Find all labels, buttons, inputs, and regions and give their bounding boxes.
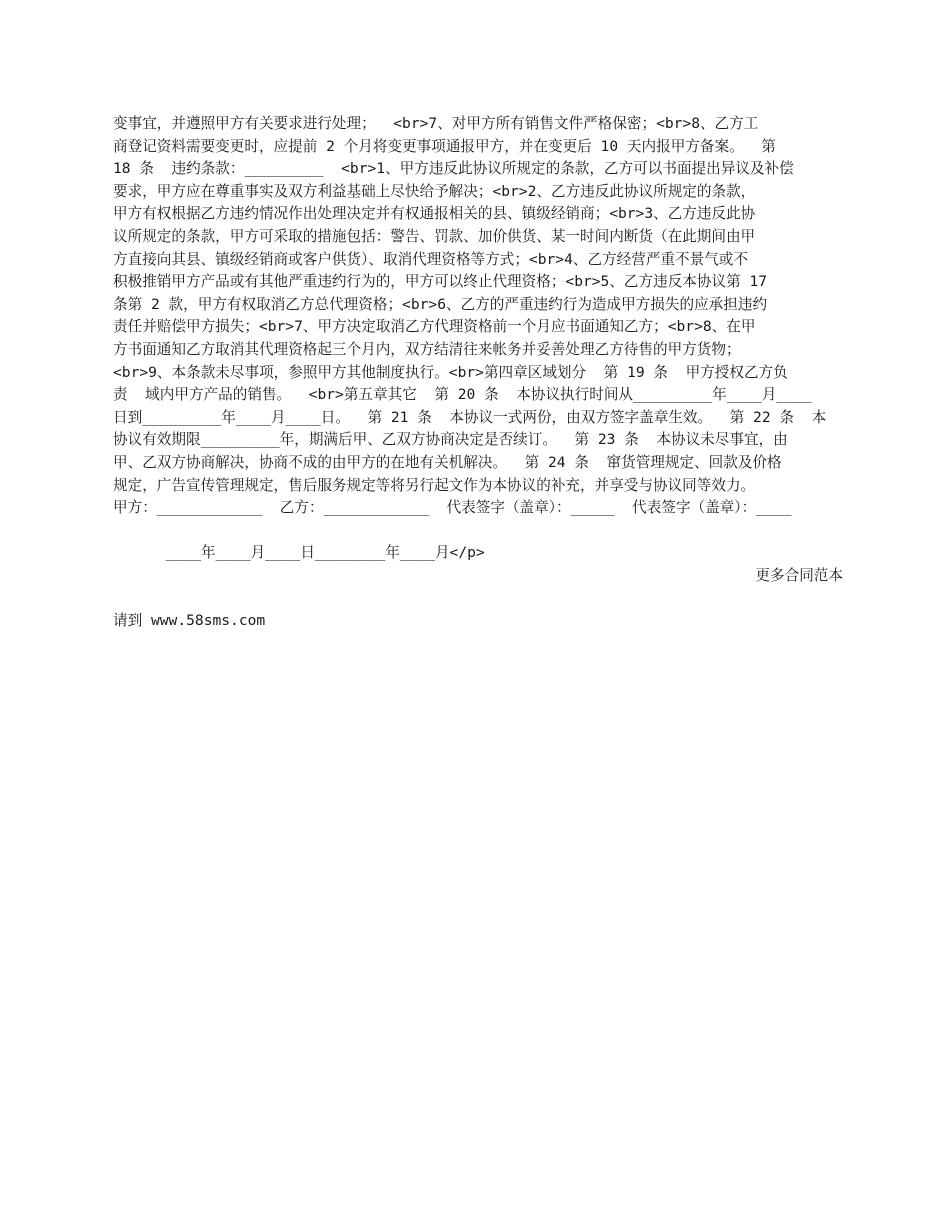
- text-line: 积极推销甲方产品或有其他严重违约行为的，甲方可以终止代理资格；<br>5、乙方违反本协议第 17: [113, 273, 768, 291]
- date-line: [113, 520, 843, 610]
- text-line: <br>9、本条款未尽事项，参照甲方其他制度执行。<br>第四章区域划分 第 19 条 甲方授权乙方负: [113, 363, 788, 381]
- text-line: 责任并赔偿甲方损失；<br>7、甲方决定取消乙方代理资格前一个月应书面通知乙方；<br>8、在甲: [113, 318, 756, 336]
- more-templates-text: 更多合同范本: [755, 566, 843, 584]
- text-line: 甲方有权根据乙方违约情况作出处理决定并有权通报相关的县、镇级经销商；<br>3、乙方违反此协: [113, 205, 756, 223]
- date-blanks: ____年____月____日________年____月</p>: [165, 544, 485, 562]
- text-line: 方直接向其县、镇级经销商或客户供货）、取消代理资格等方式；<br>4、乙方经营严重不景气或不: [113, 250, 748, 268]
- text-line: 条第 2 款，甲方有权取消乙方总代理资格；<br>6、乙方的严重违约行为造成甲方损失的应承担违约: [113, 295, 768, 313]
- text-line: 协议有效期限_________年，期满后甲、乙双方协商决定是否续订。 第 23 条 本协议未尽事宜，由: [113, 431, 788, 449]
- text-line: 要求，甲方应在尊重事实及双方利益基础上尽快给予解决；<br>2、乙方违反此协议所规定的条款，: [113, 182, 756, 200]
- text-line: 日到_________年____月____日。 第 21 条 本协议一式两份，由双方签字盖章生效。 第 22 条 本: [113, 408, 827, 426]
- text-line: 议所规定的条款，甲方可采取的措施包括：警告、罚款、加价供货、某一时间内断货（在此期间由甲: [113, 227, 756, 245]
- text-line: 商登记资料需要变更时，应提前 2 个月将变更事项通报甲方，并在变更后 10 天内报甲方备案。 第: [113, 137, 776, 155]
- text-line: 变事宜，并遵照甲方有关要求进行处理； <br>7、对甲方所有销售文件严格保密；<br>8、乙方工: [113, 115, 759, 132]
- contract-body-text: [113, 113, 843, 633]
- text-line: 规定，广告宣传管理规定，售后服务规定等将另行起文作为本协议的补充，并享受与协议同等效力。: [113, 476, 756, 494]
- text-line: 甲、乙双方协商解决，协商不成的由甲方的在地有关机解决。 第 24 条 窜货管理规定、回款及价格: [113, 453, 782, 471]
- text-line: 责 域内甲方产品的销售。 <br>第五章其它 第 20 条 本协议执行时间从_________年____月____: [113, 386, 812, 404]
- signature-line: 甲方：____________ 乙方：____________ 代表签字（盖章）：_____ 代表签字（盖章）：____: [113, 499, 792, 517]
- text-line: 方书面通知乙方取消其代理资格起三个月内，双方结清往来帐务并妥善处理乙方待售的甲方货物；: [113, 340, 741, 358]
- website-footer: 请到 www.58sms.com: [113, 612, 266, 630]
- text-line: 18 条 违约条款：_________ <br>1、甲方违反此协议所规定的条款，乙方可以书面提出异议及补偿: [113, 160, 794, 178]
